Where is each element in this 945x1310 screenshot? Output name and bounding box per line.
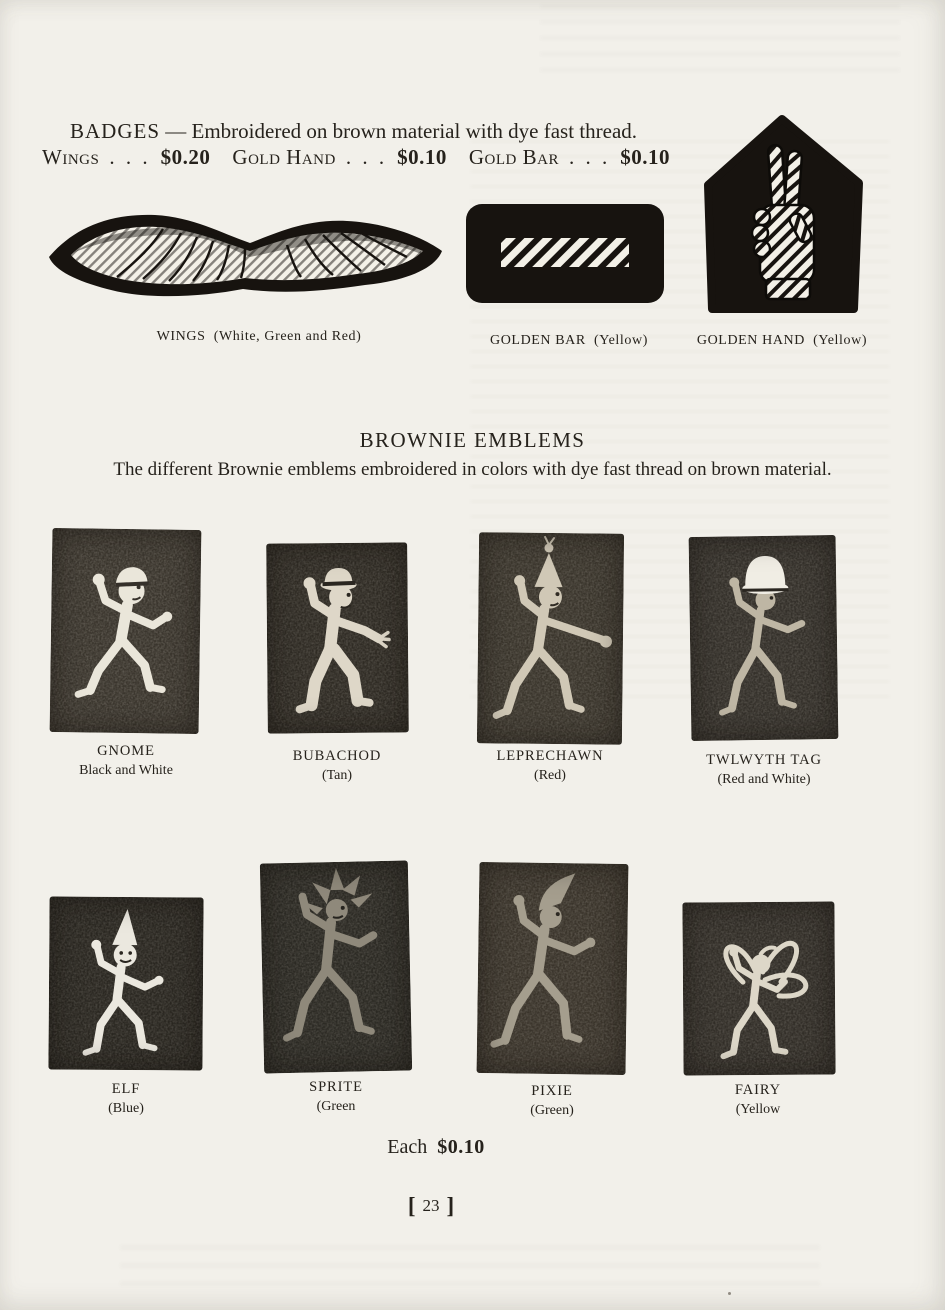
page-showthrough xyxy=(120,1245,820,1290)
emblem-name: ELF xyxy=(111,1081,141,1097)
fairy-emblem-image xyxy=(682,901,835,1075)
emblem-color-note: Black and White xyxy=(79,763,173,778)
sprite-caption xyxy=(236,1078,436,1116)
folio-number: 23 xyxy=(422,1196,440,1215)
sprite-emblem-image xyxy=(260,860,412,1073)
price-dots: . . . xyxy=(345,145,388,169)
badge-caption-colors: (Yellow) xyxy=(594,333,648,348)
fairy-caption xyxy=(658,1081,858,1119)
pixie-caption xyxy=(452,1082,652,1120)
emblem-color-note: (Green xyxy=(316,1099,356,1114)
emblem-name: PIXIE xyxy=(531,1083,573,1099)
price-value: $0.10 xyxy=(397,145,447,169)
badge-caption-name: GOLDEN BAR xyxy=(490,333,586,348)
badge-caption-name: GOLDEN HAND xyxy=(696,333,805,348)
price-dots: . . . xyxy=(109,145,151,169)
wings-badge-image xyxy=(43,193,448,318)
emblem-color-note: (Red) xyxy=(534,768,566,783)
emblem-name: GNOME xyxy=(97,743,155,759)
emblem-patch-twlwyth-tag xyxy=(689,535,839,741)
emblem-patch-bubachod xyxy=(266,542,409,733)
badge-caption-colors: (Yellow) xyxy=(813,333,868,348)
price-entry-wings xyxy=(42,145,210,170)
leprechawn-emblem-image xyxy=(477,532,624,745)
gnome-emblem-image xyxy=(50,528,202,734)
bubachod-emblem-image xyxy=(266,542,409,733)
twlwyth-tag-emblem-image xyxy=(689,535,839,741)
emblem-color-note: (Green) xyxy=(530,1103,574,1118)
price-value: $0.20 xyxy=(160,145,211,169)
twlwyth-tag-caption xyxy=(664,751,864,789)
emblem-name: TWLWYTH TAG xyxy=(706,752,822,768)
badges-heading xyxy=(70,119,637,144)
each-price-value: $0.10 xyxy=(437,1136,485,1158)
elf-emblem-image xyxy=(48,896,203,1070)
elf-caption xyxy=(26,1080,226,1118)
emblem-patch-elf xyxy=(48,896,203,1070)
golden-hand-badge-image xyxy=(696,111,871,321)
pixie-emblem-image xyxy=(477,862,629,1075)
bubachod-caption xyxy=(237,747,437,785)
golden-bar-badge-image xyxy=(462,200,668,307)
badge-caption-name: WINGS xyxy=(156,329,206,344)
emblem-color-note: (Tan) xyxy=(321,768,353,783)
emblem-name: SPRITE xyxy=(309,1079,363,1095)
emblem-name: LEPRECHAWN xyxy=(496,748,604,764)
page-showthrough xyxy=(540,4,900,74)
scan-speck xyxy=(728,1292,731,1295)
price-name: Gold Hand xyxy=(232,145,336,169)
emblem-patch-fairy xyxy=(682,901,835,1075)
price-name: Wings xyxy=(42,145,100,169)
folio-bracket-left: [ xyxy=(407,1193,416,1218)
golden-hand-caption xyxy=(632,333,932,349)
emblem-patch-leprechawn xyxy=(477,532,624,745)
brownie-emblems-title: BROWNIE EMBLEMS xyxy=(359,428,586,452)
each-price-line xyxy=(286,1136,586,1159)
emblem-patch-sprite xyxy=(260,860,412,1073)
price-name: Gold Bar xyxy=(468,145,559,169)
emblem-color-note: (Yellow xyxy=(735,1102,781,1117)
emblem-patch-gnome xyxy=(50,528,202,734)
gnome-caption xyxy=(26,742,226,780)
folio-bracket-right: ] xyxy=(446,1193,455,1218)
leprechawn-caption xyxy=(450,747,650,785)
badge-caption-colors: (White, Green and Red) xyxy=(213,329,362,344)
badges-price-line xyxy=(42,145,670,170)
badges-heading-text: — Embroidered on brown material with dye fast thread. xyxy=(165,119,638,143)
page-number xyxy=(331,1193,531,1219)
emblem-name: BUBACHOD xyxy=(292,748,382,764)
price-entry-gold-hand xyxy=(232,145,446,170)
price-value: $0.10 xyxy=(620,145,670,169)
emblem-patch-pixie xyxy=(477,862,629,1075)
brownie-emblems-subtitle: The different Brownie emblems embroidered in colors with dye fast thread on brown material. xyxy=(113,459,832,480)
each-label: Each xyxy=(387,1136,428,1158)
emblem-color-note: (Blue) xyxy=(108,1101,144,1116)
emblem-color-note: (Red and White) xyxy=(717,772,811,787)
price-dots: . . . xyxy=(568,145,611,169)
price-entry-gold-bar xyxy=(469,145,670,170)
badges-heading-label: BADGES xyxy=(70,119,161,143)
emblem-name: FAIRY xyxy=(734,1082,782,1098)
wings-caption xyxy=(109,329,409,345)
